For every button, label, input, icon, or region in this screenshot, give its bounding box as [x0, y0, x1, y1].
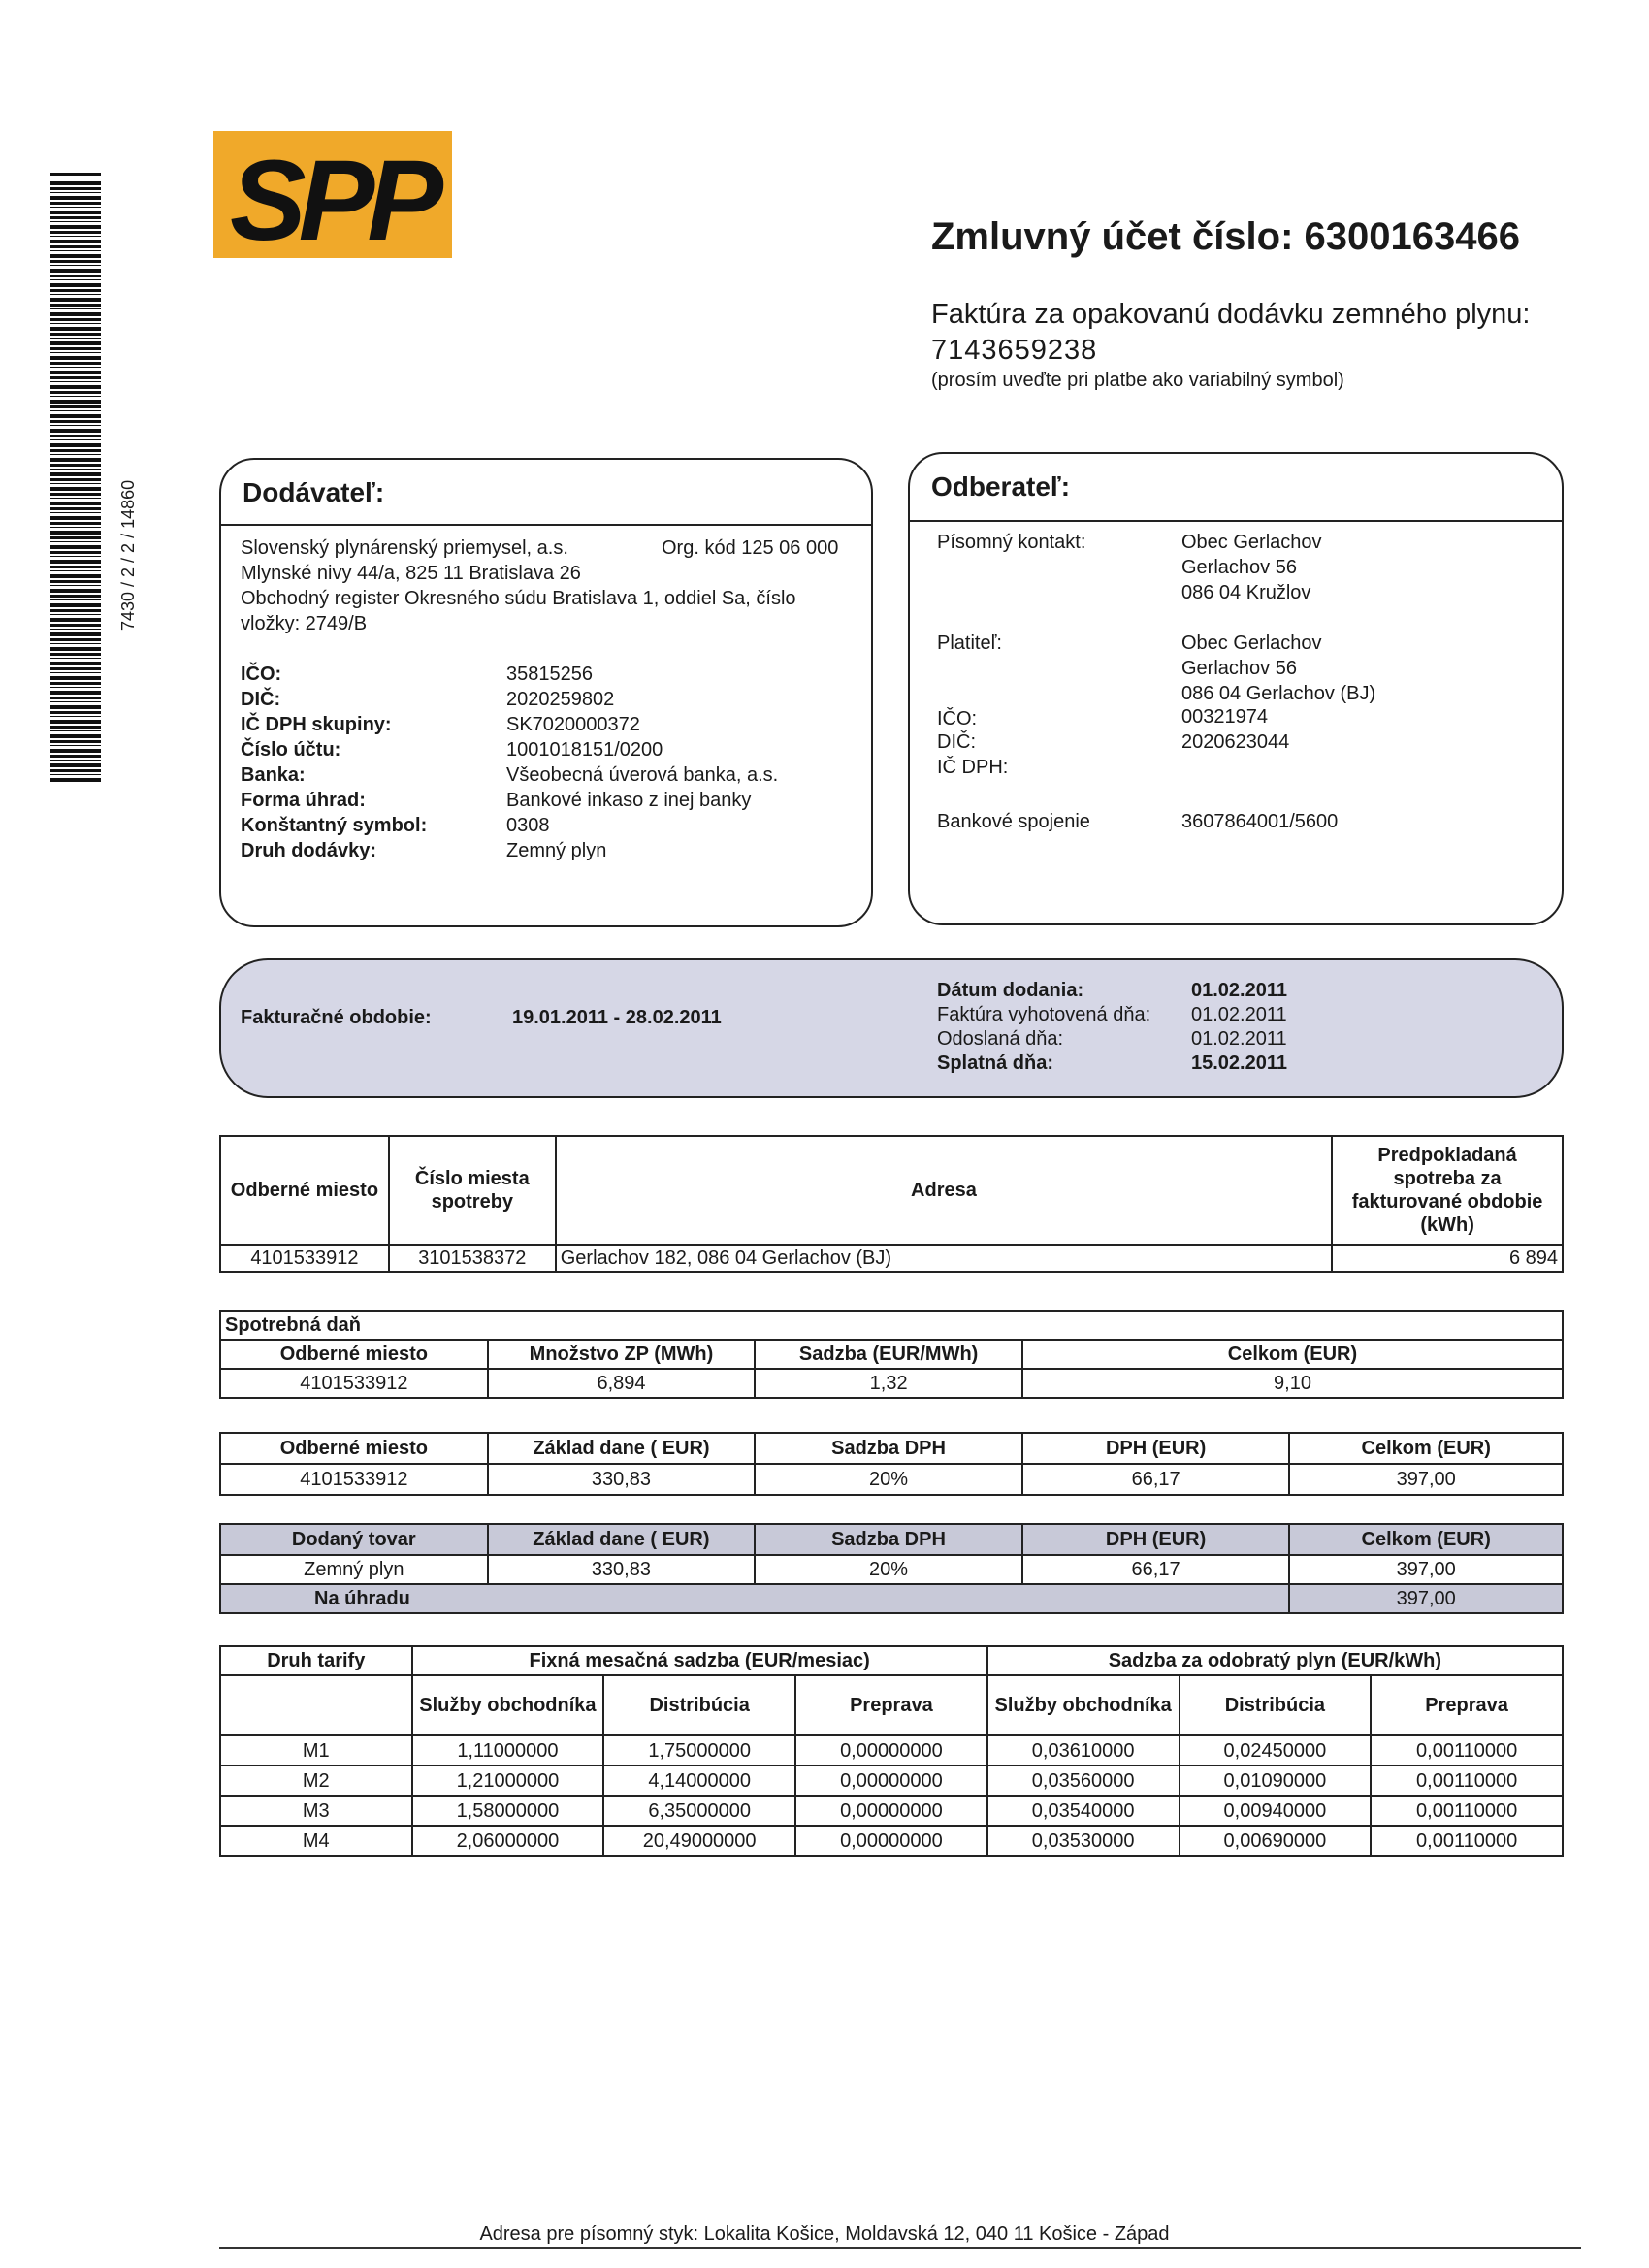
period-value: 19.01.2011 - 28.02.2011 [512, 1007, 722, 1028]
invoice-label: Faktúra za opakovanú dodávku zemného plynu: [931, 299, 1531, 330]
table-row: M3 1,58000000 6,35000000 0,00000000 0,03540000 0,00940000 0,00110000 [220, 1796, 1563, 1826]
customer-ico-label: IČO: [937, 708, 978, 729]
customer-dic-label: DIČ: [937, 731, 976, 753]
excise-title: Spotrebná daň [220, 1311, 1563, 1340]
date-row: Splatná dňa: 15.02.2011 [937, 1053, 1287, 1074]
margin-code: 7430 / 2 / 2 / 14860 [118, 479, 138, 631]
table-row: Zemný plyn 330,83 20% 66,17 397,00 [220, 1555, 1563, 1584]
supplier-row: DIČ: 2020259802 [241, 689, 615, 710]
supplier-divider [221, 524, 871, 526]
customer-divider [910, 520, 1562, 522]
supplier-box [219, 458, 873, 927]
delivered-goods-table: Dodaný tovar Základ dane ( EUR) Sadzba DPH DPH (EUR) Celkom (EUR) Zemný plyn 330,83 20% 66,17 397,00 Na úhradu 397,00 [219, 1523, 1564, 1614]
table-row: M4 2,06000000 20,49000000 0,00000000 0,03530000 0,00690000 0,00110000 [220, 1826, 1563, 1856]
variable-symbol-note: (prosím uveďte pri platbe ako variabilný symbol) [931, 370, 1344, 391]
customer-title: Odberateľ: [931, 471, 1071, 502]
supplier-row: Banka: Všeobecná úverová banka, a.s. [241, 764, 779, 786]
tariff-table: Druh tarify Fixná mesačná sadzba (EUR/mesiac) Sadzba za odobratý plyn (EUR/kWh) Služby obchodníka Distribúcia Preprava Služby obchodníka Distribúcia Preprava M1 1,11000000 1,75000000 0,00000000 0,03610000 0,02450000 0,00110000 M2 1,21000000 4,14000000 0,00000000 0,03560000 0,01090000 0,00110000 M3 1,58000000 6,35000000 0,00000000 0,03540000 0,00940000 0,00110000 M4 2,06000000 20,49000000 0,00000000 0,03530000 0,00690000 0,00110000 [219, 1645, 1564, 1857]
amount-due-label: Na úhradu [220, 1584, 1289, 1613]
supplier-row: Forma úhrad: Bankové inkaso z inej banky [241, 790, 752, 811]
table-row: M2 1,21000000 4,14000000 0,00000000 0,03560000 0,01090000 0,00110000 [220, 1766, 1563, 1796]
total-row [220, 1584, 1563, 1613]
table-row: 4101533912 6,894 1,32 9,10 [220, 1369, 1563, 1398]
bank-label: Bankové spojenie [937, 811, 1090, 832]
table-row: 4101533912 330,83 20% 66,17 397,00 [220, 1464, 1563, 1495]
col-header: Predpokladaná spotreba za fakturované obdobie (kWh) [1332, 1136, 1563, 1245]
supplier-name: Slovenský plynárenský priemysel, a.s. [241, 537, 568, 559]
contract-label: Zmluvný účet číslo: [931, 215, 1294, 258]
excise-tax-table: Spotrebná daň Odberné miesto Množstvo ZP (MWh) Sadzba (EUR/MWh) Celkom (EUR) 4101533912 6,894 1,32 9,10 [219, 1310, 1564, 1399]
col-header: Číslo miesta spotreby [389, 1136, 556, 1245]
invoice-number: 7143659238 [931, 335, 1098, 366]
contact-address: Obec Gerlachov Gerlachov 56 086 04 Kružlov [1181, 532, 1322, 603]
period-dates [937, 978, 1287, 1075]
billing-period-box [219, 958, 1564, 1098]
payer-address: Obec Gerlachov Gerlachov 56 086 04 Gerlachov (BJ) [1181, 632, 1376, 704]
contact-label: Písomný kontakt: [937, 532, 1086, 553]
col-header: Adresa [556, 1136, 1332, 1245]
date-row: Odoslaná dňa: 01.02.2011 [937, 1028, 1287, 1050]
customer-ico: 00321974 [1181, 706, 1268, 728]
customer-box [908, 452, 1564, 925]
footer-address: Adresa pre písomný styk: Lokalita Košice, Moldavská 12, 040 11 Košice - Západ [479, 2223, 1170, 2245]
supplier-details [241, 662, 779, 863]
supplier-row: Číslo účtu: 1001018151/0200 [241, 739, 663, 761]
logo-text: SPP [229, 137, 436, 258]
date-row: Faktúra vyhotovená dňa: 01.02.2011 [937, 1004, 1287, 1025]
period-label: Fakturačné obdobie: [241, 1007, 432, 1028]
supplier-org-code: Org. kód 125 06 000 [662, 537, 839, 559]
customer-icdph-label: IČ DPH: [937, 757, 1009, 778]
table-row: 4101533912 3101538372 Gerlachov 182, 086 04 Gerlachov (BJ) 6 894 [220, 1245, 1563, 1272]
table-row: M1 1,11000000 1,75000000 0,00000000 0,03610000 0,02450000 0,00110000 [220, 1735, 1563, 1766]
supplier-register-number: vložky: 2749/B [241, 613, 368, 634]
supplier-row: Druh dodávky: Zemný plyn [241, 840, 607, 861]
supplier-register: Obchodný register Okresného súdu Bratislava 1, oddiel Sa, číslo [241, 588, 796, 609]
amount-due-value: 397,00 [1289, 1584, 1563, 1613]
contract-title [931, 215, 1520, 259]
supplier-row: Konštantný symbol: 0308 [241, 815, 550, 836]
vat-table: Odberné miesto Základ dane ( EUR) Sadzba DPH DPH (EUR) Celkom (EUR) 4101533912 330,83 20% 66,17 397,00 [219, 1432, 1564, 1496]
supplier-row: IČO: 35815256 [241, 664, 593, 685]
supplier-row: IČ DPH skupiny: SK7020000372 [241, 714, 640, 735]
bank-account: 3607864001/5600 [1181, 811, 1339, 832]
col-header: Odberné miesto [220, 1136, 389, 1245]
supplier-address: Mlynské nivy 44/a, 825 11 Bratislava 26 [241, 563, 581, 584]
spp-logo [213, 131, 452, 258]
footer-divider [219, 2247, 1581, 2249]
date-row: Dátum dodania: 01.02.2011 [937, 980, 1287, 1001]
customer-dic: 2020623044 [1181, 731, 1290, 753]
barcode [50, 173, 101, 782]
contract-number: 6300163466 [1304, 215, 1521, 258]
supplier-title: Dodávateľ: [242, 477, 385, 507]
consumption-place-table [219, 1135, 1564, 1273]
payer-label: Platiteľ: [937, 632, 1002, 654]
